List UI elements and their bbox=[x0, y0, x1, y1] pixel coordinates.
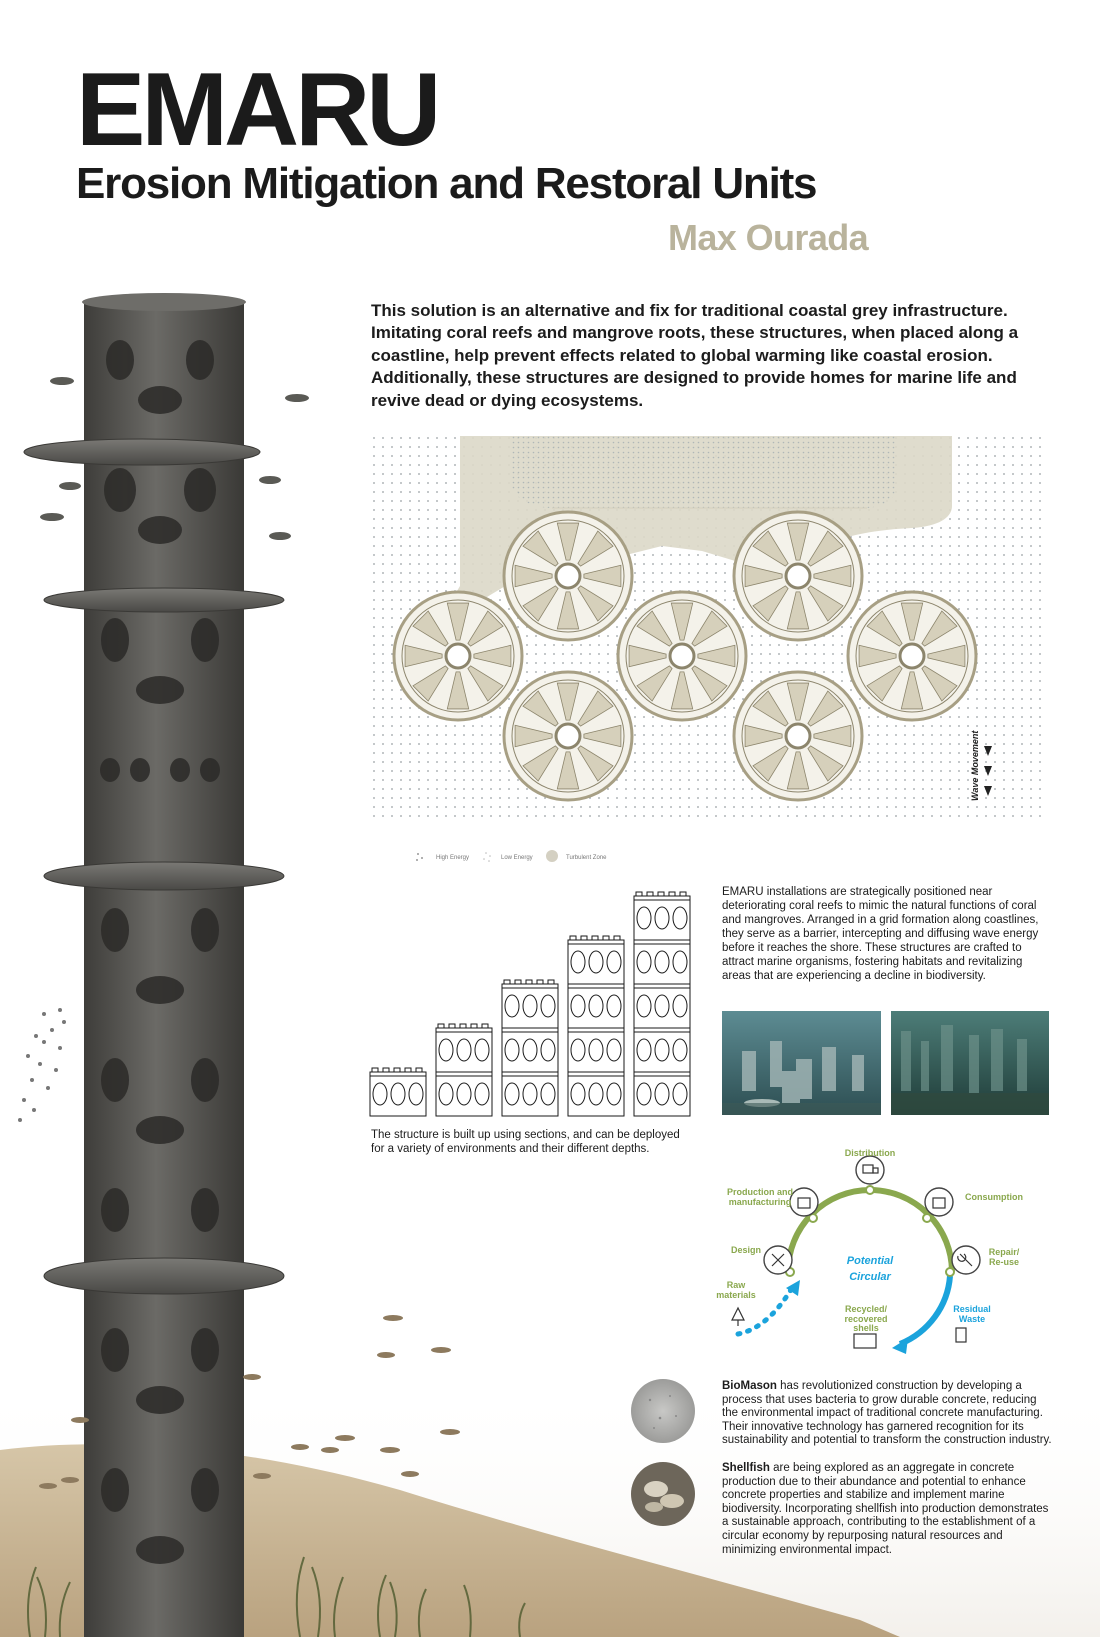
sections-caption: The structure is built up using sections, and can be deployed for a variety of environments and their different depths. bbox=[371, 1129, 680, 1155]
legend-low-energy: Low Energy bbox=[501, 855, 533, 861]
cycle-center-1: Potential bbox=[846, 1255, 894, 1267]
shellfish-body: are being explored as an aggregate in concrete production due to their abundance and potential to enhance concrete properties and stabilize and implement marine biodiversity. Incorporating shellfish into production demonstrates a sustainable approach, contributing to the establishment of a circular economy by repurposing natural resources and minimizing environmental impact. bbox=[722, 1462, 1049, 1556]
intro-paragraph: This solution is an alternative and fix for traditional coastal grey infrastructure. Imitating coral reefs and mangrove roots, these structures, when placed along a coastline, help prevent effects related to global warming like coastal erosion. Additionally, these structures are designed to provide homes for marine life and revive dead or dying ecosystems. bbox=[371, 301, 1019, 410]
label-recycled-1: Recycled/ bbox=[844, 1304, 888, 1314]
shellfish-paragraph bbox=[722, 1462, 1052, 1557]
label-production-1: Production and bbox=[727, 1187, 793, 1197]
plan-unit bbox=[848, 592, 976, 720]
bin-icon bbox=[956, 1328, 966, 1342]
cycle-center-2: Circular bbox=[849, 1271, 891, 1283]
biomason-concrete-sample bbox=[630, 1378, 696, 1444]
legend-high-energy: High Energy bbox=[436, 855, 470, 861]
label-raw-1: Raw bbox=[726, 1280, 746, 1290]
tree-icon bbox=[732, 1308, 744, 1326]
poster-title: EMARU bbox=[76, 52, 438, 168]
legend-turbulent-zone: Turbulent Zone bbox=[566, 855, 607, 861]
plan-unit bbox=[504, 512, 632, 640]
plan-unit bbox=[734, 672, 862, 800]
circular-economy-diagram bbox=[716, 1148, 1058, 1358]
wave-movement-label: Wave Movement bbox=[970, 730, 980, 801]
label-production-2: manufacturing bbox=[728, 1197, 792, 1207]
plan-unit bbox=[618, 592, 746, 720]
label-recycled-2: recovered bbox=[844, 1314, 888, 1324]
biomason-body: has revolutionized construction by developing a process that uses bacteria to grow durable concrete, reducing the environmental impact of traditional concrete manufacturing. Their innovative technology has garnered recognition for its sustainability and potential to transform the construction industry. bbox=[722, 1380, 1052, 1447]
stacked-sections-diagram bbox=[370, 884, 696, 1117]
label-recycled-3: shells bbox=[853, 1323, 879, 1333]
underwater-render-1 bbox=[722, 1011, 881, 1115]
underwater-render-2 bbox=[891, 1011, 1049, 1115]
shellfish-name: Shellfish bbox=[722, 1462, 770, 1474]
label-repair-1: Repair/ bbox=[988, 1247, 1020, 1257]
label-repair-2: Re-use bbox=[988, 1257, 1020, 1267]
label-design: Design bbox=[730, 1245, 762, 1255]
section-column bbox=[634, 892, 690, 1116]
label-raw-2: materials bbox=[716, 1290, 756, 1300]
emaru-description: EMARU installations are strategically positioned near deteriorating coral reefs to mimic the natural functions of coral and mangroves. Arranged in a grid formation along coastlines, they serve as a barrier, intercepting and diffusing wave energy before it reaches the shore. These structures are crafted to attract marine organisms, fostering habitats and revitalizing areas that are experiencing a decline in biodiversity. bbox=[722, 886, 1039, 982]
poster-subtitle: Erosion Mitigation and Restoral Units bbox=[76, 159, 817, 208]
biomason-name: BioMason bbox=[722, 1380, 777, 1392]
section-column bbox=[502, 980, 558, 1116]
author-name: Max Ourada bbox=[668, 217, 869, 258]
label-residual-2: Waste bbox=[958, 1314, 986, 1324]
label-distribution: Distribution bbox=[844, 1148, 896, 1158]
label-consumption: Consumption bbox=[965, 1192, 1023, 1202]
section-column bbox=[436, 1024, 492, 1116]
unit-arrangement bbox=[372, 436, 1048, 821]
emaru-tower-render bbox=[0, 290, 320, 1637]
shell-stack-icon bbox=[854, 1334, 876, 1348]
plan-unit bbox=[504, 672, 632, 800]
plan-unit bbox=[394, 592, 522, 720]
shellfish-sample bbox=[630, 1461, 696, 1527]
plan-unit bbox=[734, 512, 862, 640]
section-column bbox=[370, 1068, 426, 1116]
label-residual-1: Residual bbox=[953, 1304, 991, 1314]
biomason-paragraph bbox=[722, 1380, 1052, 1448]
section-column bbox=[568, 936, 624, 1116]
plan-legend bbox=[412, 848, 652, 864]
